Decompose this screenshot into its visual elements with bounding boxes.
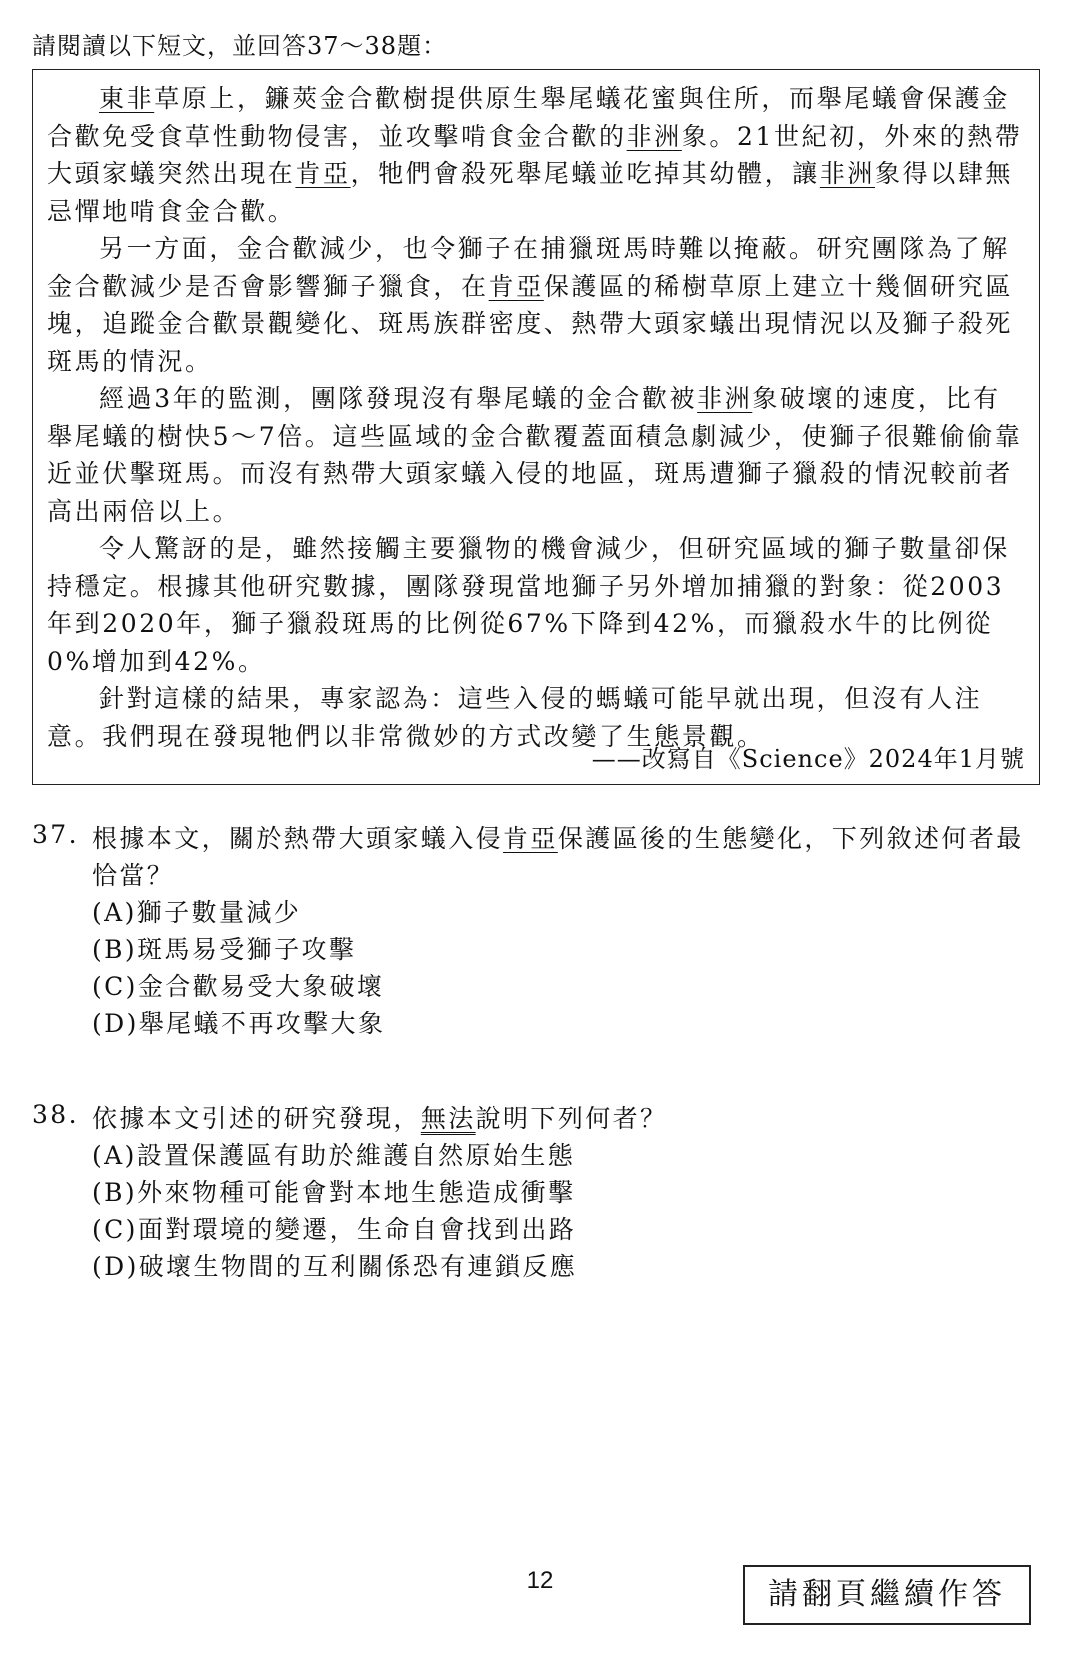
option-b: (B)外來物種可能會對本地生態造成衝擊 <box>92 1178 576 1207</box>
place-name: 肯亞 <box>295 159 351 188</box>
place-name: 非洲 <box>819 159 876 188</box>
question-stem: 依據本文引述的研究發現，無法說明下列何者？ <box>92 1104 668 1133</box>
question-number: 38. <box>32 1100 79 1129</box>
option-a: (A)設置保護區有助於維護自然原始生態 <box>92 1141 576 1170</box>
emphasis-underline: 無法 <box>420 1104 476 1133</box>
reading-passage-box <box>32 69 1040 785</box>
option-c: (C)金合歡易受大象破壞 <box>92 972 385 1001</box>
option-c: (C)面對環境的變遷，生命自會找到出路 <box>92 1215 577 1244</box>
passage-paragraph-1: 東非草原上，鐮莢金合歡樹提供原生舉尾蟻花蜜與住所，而舉尾蟻會保護金合歡免受食草性動物侵害，並攻擊啃食金合歡的非洲象。21世紀初，外來的熱帶大頭家蟻突然出現在肯亞，牠們會殺死舉尾蟻並吃掉其幼體，讓非洲象得以肆無忌憚地啃食金合歡。 <box>47 84 1023 226</box>
passage-paragraph-5: 針對這樣的結果，專家認為：這些入侵的螞蟻可能早就出現，但沒有人注意。我們現在發現牠們以非常微妙的方式改變了生態景觀。 <box>47 684 983 751</box>
passage-paragraph-4: 令人驚訝的是，雖然接觸主要獵物的機會減少，但研究區域的獅子數量卻保持穩定。根據其他研究數據，團隊發現當地獅子另外增加捕獵的對象：從2003年到2020年，獅子獵殺斑馬的比例從67%下降到42%，而獵殺水牛的比例從0%增加到42%。 <box>47 534 1010 676</box>
reading-instruction: 請閱讀以下短文，並回答37～38題： <box>32 32 448 60</box>
place-name: 東非 <box>99 84 155 113</box>
question-number: 37. <box>32 820 79 849</box>
option-d: (D)破壞生物間的互利關係恐有連鎖反應 <box>92 1252 578 1281</box>
place-name: 非洲 <box>626 121 682 151</box>
place-name: 肯亞 <box>503 824 558 853</box>
option-d: (D)舉尾蟻不再攻擊大象 <box>92 1009 386 1038</box>
option-b: (B)斑馬易受獅子攻擊 <box>92 935 357 964</box>
turn-page-notice: 請翻頁繼續作答 <box>743 1565 1031 1625</box>
question-stem: 根據本文，關於熱帶大頭家蟻入侵肯亞保護區後的生態變化，下列敘述何者最恰當？ <box>92 824 1024 890</box>
passage-paragraph-3: 經過3年的監測，團隊發現沒有舉尾蟻的金合歡被非洲象破壞的速度，比有舉尾蟻的樹快5～7倍。這些區域的金合歡覆蓋面積急劇減少，使獅子很難偷偷靠近並伏擊斑馬。而沒有熱帶大頭家蟻入侵的地區，斑馬遭獅子獵殺的情況較前者高出兩倍以上。 <box>47 384 1023 526</box>
passage-paragraph-2: 另一方面，金合歡減少，也令獅子在捕獵斑馬時難以掩蔽。研究團隊為了解金合歡減少是否會影響獅子獵食，在肯亞保護區的稀樹草原上建立十幾個研究區塊，追蹤金合歡景觀變化、斑馬族群密度、熱帶大頭家蟻出現情況以及獅子殺死斑馬的情況。 <box>47 234 1014 376</box>
place-name: 肯亞 <box>488 271 544 301</box>
option-a: (A)獅子數量減少 <box>92 898 302 927</box>
place-name: 非洲 <box>697 384 753 413</box>
passage-source: ——改寫自《Science》2024年1月號 <box>591 745 1025 773</box>
page-number: 12 <box>526 1567 554 1594</box>
